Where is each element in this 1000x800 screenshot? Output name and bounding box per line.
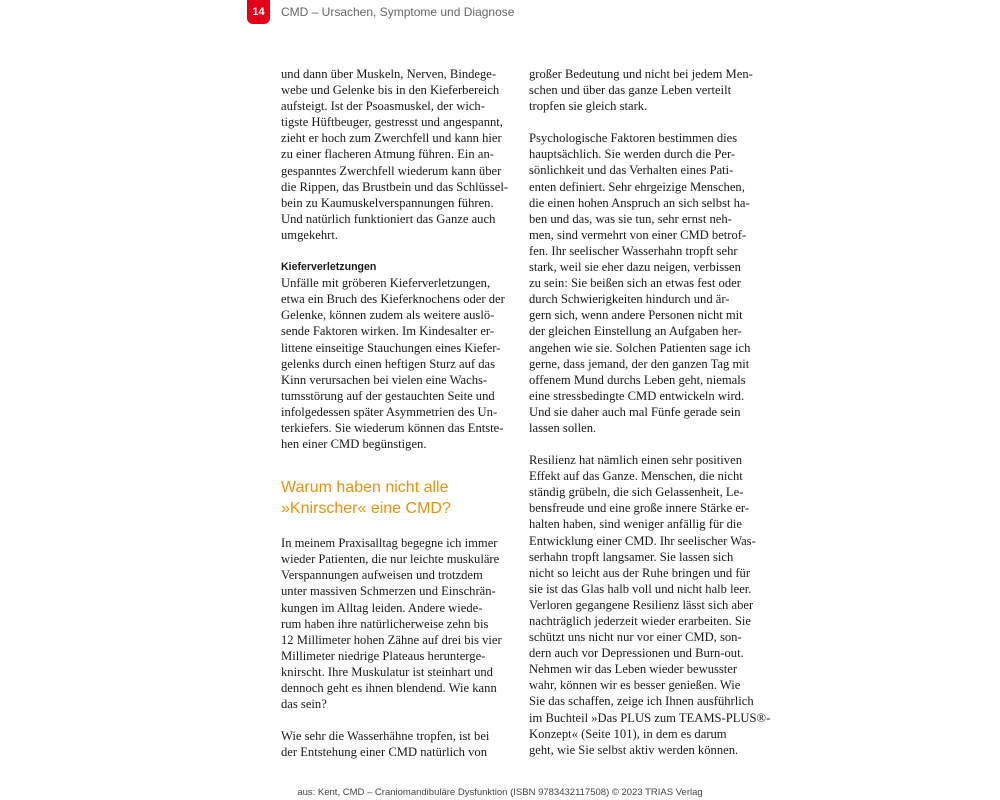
text-line: der gleichen Einstellung an Aufgaben her- (529, 324, 742, 339)
text-line: tumsstörung auf der gestauchten Seite und (281, 388, 495, 403)
text-line: offenem Mund durchs Leben geht, niemals (529, 372, 746, 387)
text-line: gespanntes Zwerchfell wiederum kann über (281, 163, 502, 178)
text-line: halten haben, sind weniger anfällig für die (529, 517, 742, 532)
text-line: tropfen sie gleich stark. (529, 99, 648, 114)
text-line: schützt uns nicht nur vor einer CMD, son- (529, 630, 742, 645)
text-line: geht, wie Sie selbst aktiv werden können. (529, 742, 739, 757)
text-line: gern sich, wenn andere Personen nicht mit (529, 308, 743, 323)
text-line: Gelenke, können zudem als weitere auslö- (281, 308, 495, 323)
text-line: gelenks durch einen heftigen Sturz auf das (281, 356, 496, 371)
text-line: infolgedessen später Asymmetrien des Un- (281, 404, 498, 419)
source-footer: aus: Kent, CMD – Craniomandibuläre Dysfunktion (ISBN 9783432117508) © 2023 TRIAS Verlag (297, 787, 703, 798)
text-line: Und sie daher auch mal Fünfe gerade sein (529, 404, 741, 419)
text-line: Konzept« (Seite 101), in dem es darum (529, 726, 727, 741)
right-paragraph-3 (529, 452, 771, 758)
left-paragraph-2 (281, 275, 503, 452)
text-line: Psychologische Faktoren bestimmen dies (529, 131, 738, 146)
text-line: hen einer CMD begünstigen. (281, 437, 427, 452)
text-line: men, sind vermehrt von einer CMD betrof- (529, 227, 747, 242)
text-line: das sein? (281, 697, 327, 712)
left-paragraph-3 (281, 535, 503, 712)
right-paragraph-2 (529, 130, 751, 436)
text-line: webe und Gelenke bis in den Kieferbereich (281, 83, 500, 98)
text-line: aufsteigt. Ist der Psoasmuskel, der wich- (281, 99, 485, 114)
text-line: dennoch geht es ihnen blendend. Wie kann (281, 681, 497, 695)
text-line: Nehmen wir das Leben wieder bewusster (529, 662, 738, 677)
text-line: Verloren gegangene Resilienz lässt sich aber (529, 597, 754, 612)
text-line: 12 Millimeter hohen Zähne auf drei bis vier (281, 632, 502, 647)
text-line: wieder Patienten, die nur leichte muskuläre (281, 552, 500, 567)
text-line: rum haben ihre natürlicherweise zehn bis (281, 616, 489, 631)
text-line: unter massiven Schmerzen und Einschrän- (281, 584, 496, 599)
text-line: die einen hohen Anspruch an sich selbst ha- (529, 195, 750, 210)
text-line: die Rippen, das Brustbein und das Schlüssel- (281, 179, 509, 194)
text-line: ständig grübeln, die sich Gelassenheit, Le- (529, 485, 744, 500)
text-line: hauptsächlich. Sie werden durch die Per- (529, 147, 736, 162)
text-line: Wie sehr die Wasserhähne tropfen, ist bei (281, 729, 490, 744)
text-line: serhahn tropft langsamer. Sie lassen sich (529, 549, 734, 564)
text-line: lassen sollen. (529, 420, 597, 435)
text-line: etwa ein Bruch des Kieferknochens oder der (281, 292, 505, 307)
text-line: stark, weil sie eher dazu neigen, verbissen (529, 260, 741, 275)
page-number: 14 (247, 0, 270, 24)
text-line: zu sein: Sie beißen sich an etwas fest oder (529, 276, 741, 291)
text-line: tigste Hüftbeuger, gestresst und angespannt, (281, 115, 503, 130)
text-line: Verspannungen aufweisen und trotzdem (281, 568, 483, 583)
text-line: nachträglich jederzeit wieder erarbeiten. Sie (529, 614, 752, 628)
text-line: gerne, dass jemand, der den ganzen Tag mit (529, 356, 750, 371)
text-line: In meinem Praxisalltag begegne ich immer (281, 536, 498, 551)
running-title: CMD – Ursachen, Symptome und Diagnose (281, 5, 515, 19)
text-line: Unfälle mit gröberen Kieferverletzungen, (281, 276, 491, 291)
text-line: »Knirscher« eine CMD? (281, 500, 451, 518)
left-column (281, 66, 509, 760)
text-line: und dann über Muskeln, Nerven, Bindege- (281, 67, 497, 81)
section-title (281, 477, 503, 519)
text-line: durch Schwierigkeiten hindurch und är- (529, 292, 730, 307)
text-line: Effekt auf das Ganze. Menschen, die nicht (529, 469, 743, 484)
text-line: schen und über das ganze Leben verteilt (529, 83, 732, 98)
text-line: littene einseitige Stauchungen eines Kiefer- (281, 340, 501, 355)
text-line: sie ist das Glas halb voll und nicht halb leer. (529, 581, 752, 596)
text-line: der Entstehung einer CMD natürlich von (281, 745, 488, 760)
text-line: nicht so leicht aus der Ruhe bringen und für (529, 565, 751, 580)
text-line: bensfreude und eine große innere Stärke er- (529, 501, 750, 516)
text-line: umgekehrt. (281, 227, 339, 242)
text-line: Kinn verursachen bei vielen eine Wachs- (281, 372, 488, 387)
text-line: im Buchteil »Das PLUS zum TEAMS-PLUS®- (529, 710, 771, 725)
left-paragraph-4 (281, 728, 503, 760)
left-paragraph-1 (281, 66, 509, 243)
text-line: sönlichkeit und das Verhalten eines Pati- (529, 163, 734, 178)
text-line: ben und das, was sie tun, sehr ernst neh- (529, 211, 732, 226)
subheading-kieferverletzungen: Kieferverletzungen (281, 261, 377, 274)
text-line: wahr, können wir es besser genießen. Wie (529, 678, 741, 693)
text-line: großer Bedeutung und nicht bei jedem Men- (529, 67, 753, 81)
text-line: dern auch vor Depressionen und Burn-out. (529, 646, 744, 661)
right-column (529, 66, 771, 758)
text-line: Resilienz hat nämlich einen sehr positiven (529, 453, 742, 468)
text-line: enten definiert. Sehr ehrgeizige Menschen, (529, 179, 745, 194)
text-line: Sie das schaffen, zeige ich Ihnen ausführlich (529, 694, 754, 709)
text-line: Und natürlich funktioniert das Ganze auch (281, 211, 496, 226)
text-line: bein zu Kaumuskelverspannungen führen. (281, 195, 494, 210)
text-line: Millimeter niedrige Plateaus herunterge- (281, 648, 486, 663)
text-line: eine stressbedingte CMD entwickeln wird. (529, 388, 745, 403)
text-line: knirscht. Ihre Muskulatur ist steinhart und (281, 664, 493, 679)
text-line: terkiefers. Sie wiederum können das Entste- (281, 420, 504, 435)
text-line: zieht er hoch zum Zwerchfell und kann hier (281, 131, 502, 146)
right-paragraph-1 (529, 66, 751, 114)
text-line: kungen im Alltag leiden. Andere wiede- (281, 600, 483, 615)
text-line: zu einer flacheren Atmung führen. Ein an- (281, 147, 494, 162)
text-line: Entwicklung einer CMD. Ihr seelischer Was- (529, 533, 756, 548)
text-line: angehen wie sie. Solchen Patienten sage ich (529, 340, 751, 355)
text-line: sende Faktoren wirken. Im Kindesalter er- (281, 324, 495, 339)
text-line: fen. Ihr seelischer Wasserhahn tropft sehr (529, 243, 738, 258)
text-line: Warum haben nicht alle (281, 479, 449, 497)
